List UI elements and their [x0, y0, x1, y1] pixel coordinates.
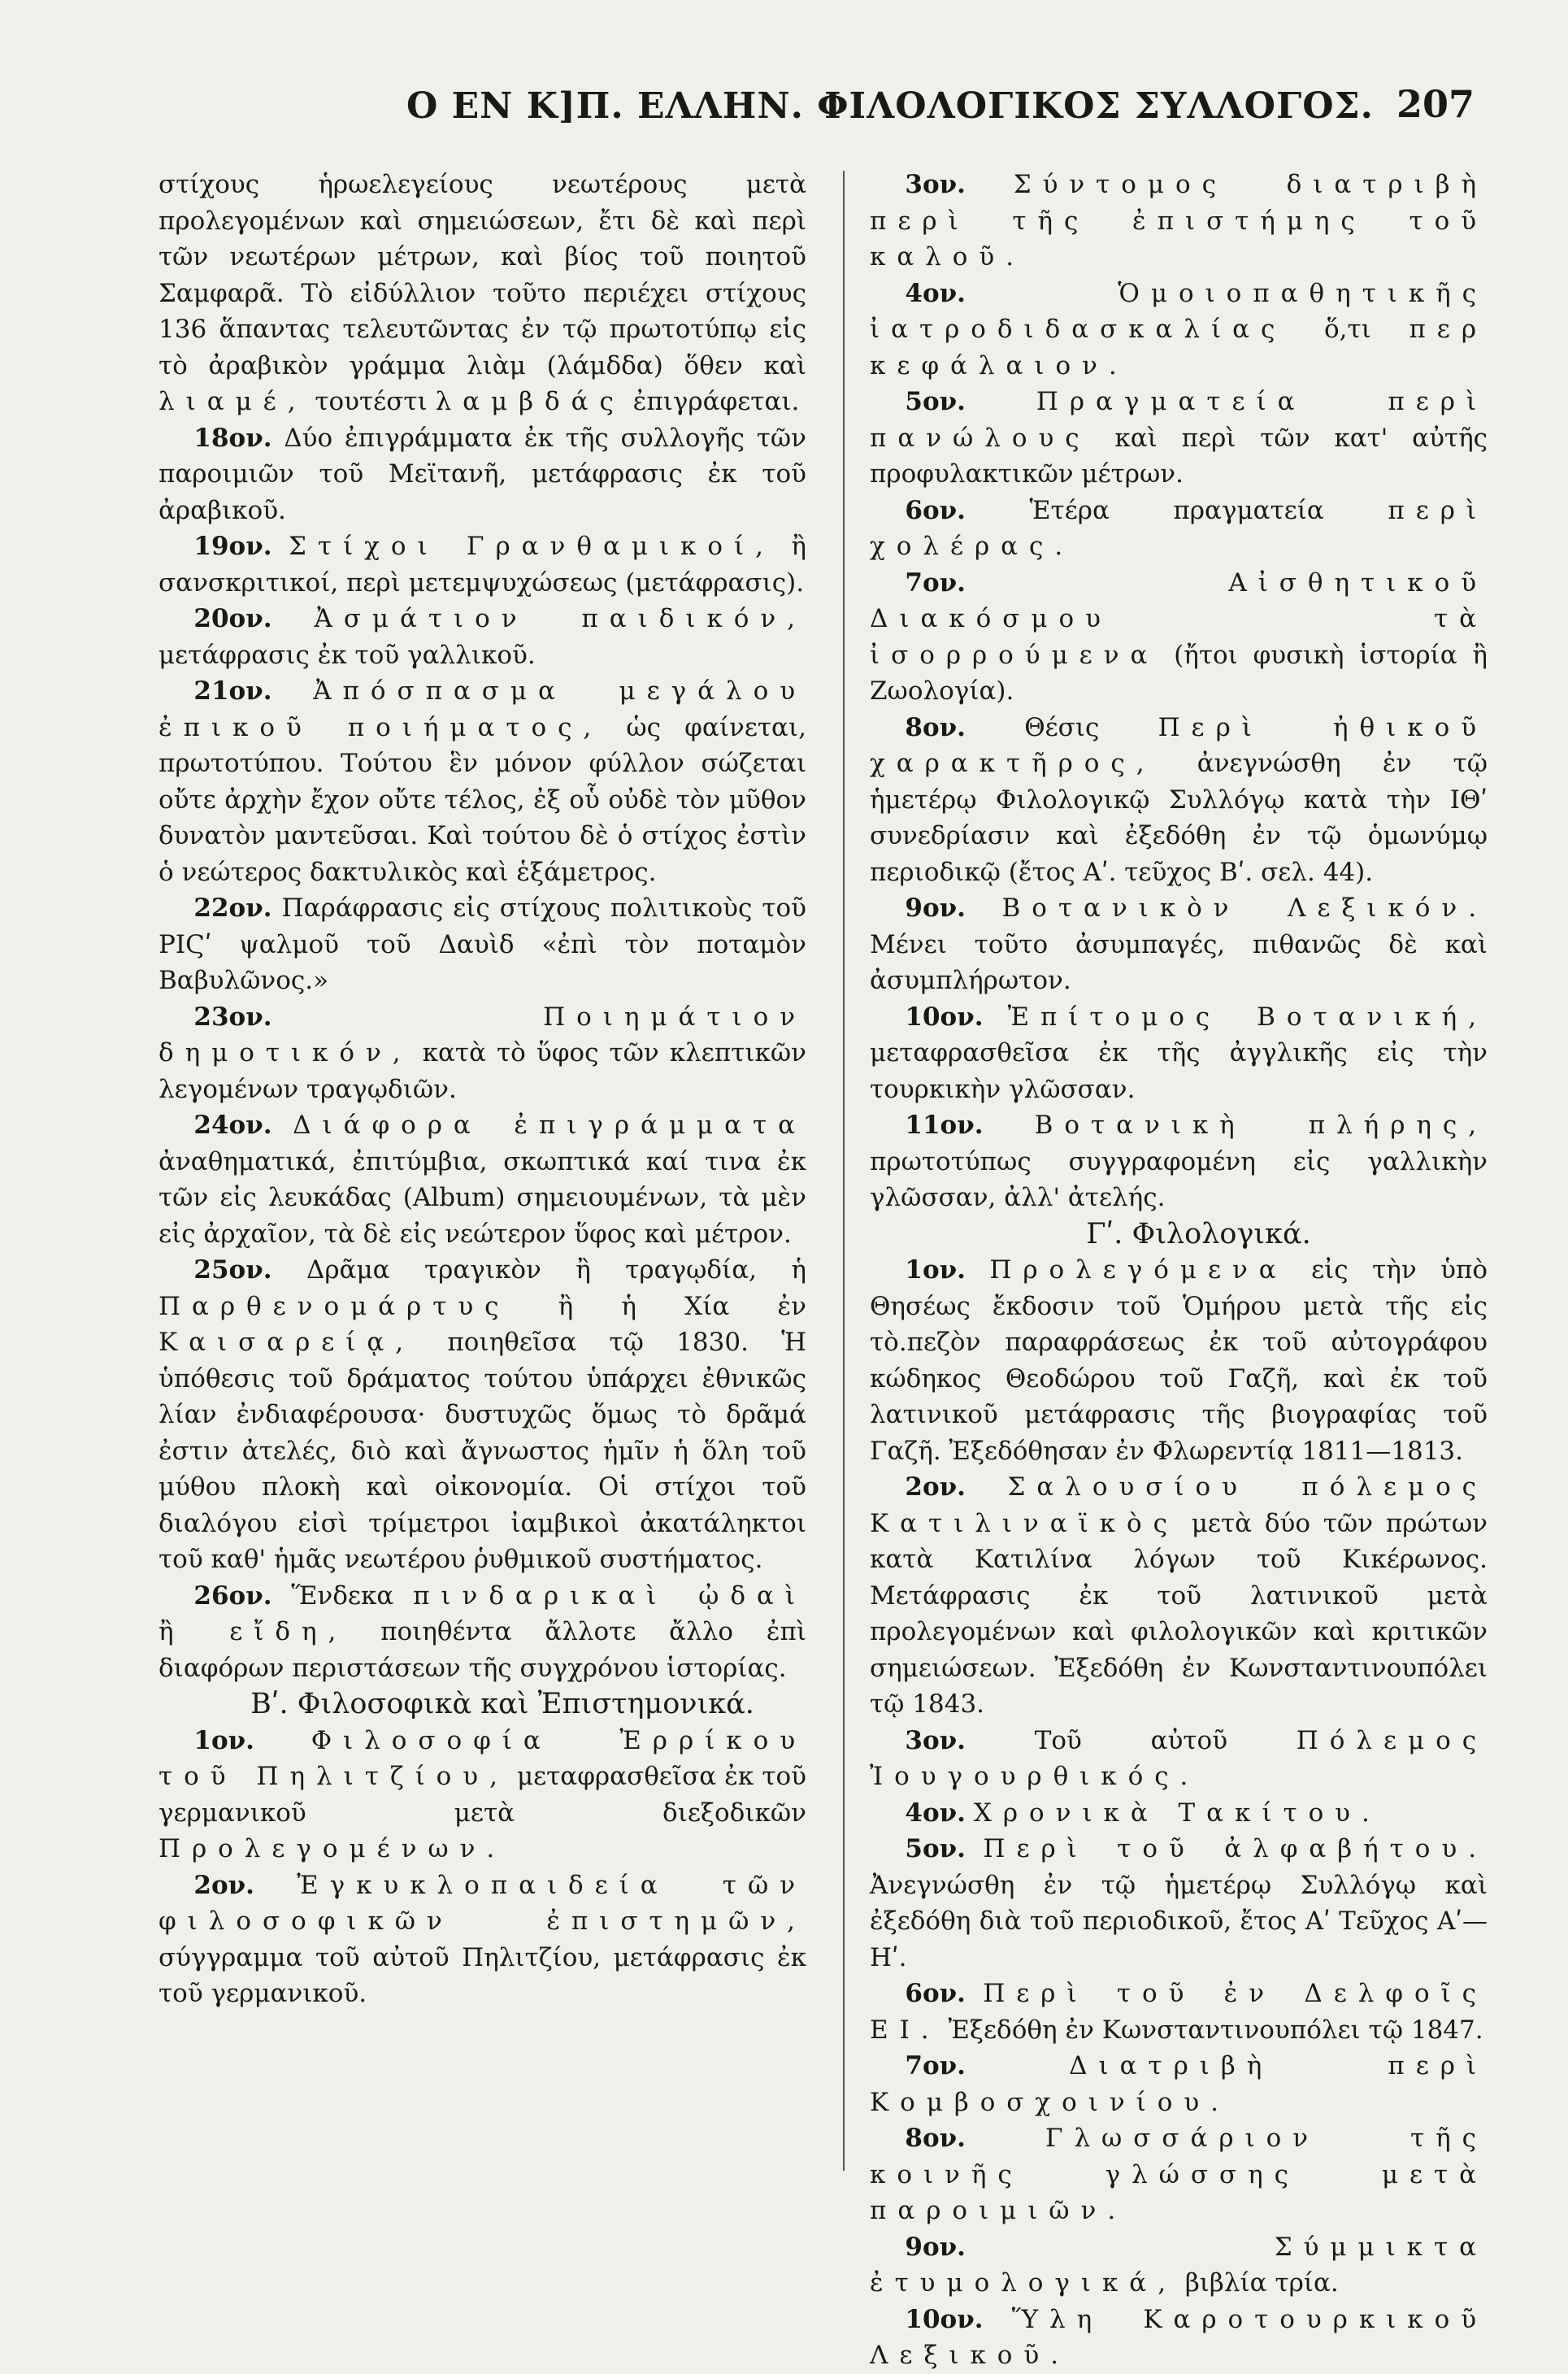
entry-c7	[870, 2048, 1488, 2120]
entry-number: 4ον.	[905, 278, 966, 308]
entry-text: μετὰ δύο τῶν πρώτων κατὰ Κατιλίνα λόγων τοῦ Κικέρωνος. Μετάφρασις ἐκ τοῦ λατινικοῦ μετὰ προλεγομένων καὶ φιλολογικῶν καὶ κριτικῶν σημειώσεων. Ἐξεδόθη ἐν Κωνσταντινουπόλει τῷ 1843.	[870, 1508, 1488, 1719]
entry-22	[159, 890, 806, 999]
entry-number: 5ον.	[905, 1834, 966, 1863]
entry-number: 26ον.	[193, 1580, 272, 1611]
entry-text: μεταφρασθεῖσα ἐκ τῆς ἀγγλικῆς εἰς τὴν τουρκικὴν γλῶσσαν.	[870, 1038, 1488, 1104]
entry-number: 18ον.	[193, 423, 272, 453]
entry-text: εἰς τὴν ὑπὸ Θησέως ἔκδοσιν τοῦ Ὁμήρου μετὰ τῆς εἰς τὸ.πεζὸν παραφράσεως ἐκ τοῦ αὐτογράφου κώδηκος Θεοδώρου τοῦ Γαζῆ, καὶ ἐκ τοῦ λατινικοῦ μετάφρασις τῆς βιογραφίας τοῦ Γαζῆ. Ἐξεδόθησαν ἐν Φλωρεντίᾳ 1811—1813.	[870, 1255, 1488, 1466]
entry-b9	[870, 890, 1488, 999]
entry-b10	[870, 999, 1488, 1108]
entry-text: Παράφρασις εἰς στίχους πολιτικοὺς τοῦ ΡΙϚʹ ψαλμοῦ τοῦ Δαυὶδ «ἐπὶ τὸν ποταμὸν Βαβυλῶνος.»	[159, 894, 806, 995]
entry-text: ἀναθηματικά, ἐπιτύμβια, σκωπτικά καί τινα ἐκ τῶν εἰς λευκάδας (Album) σημειουμένων, τὰ μὲν εἰς ἀρχαῖον, τὰ δὲ εἰς νεώτερον ὕφος καὶ μέτρον.	[159, 1146, 806, 1249]
entry-number: 22ον.	[193, 894, 272, 923]
entry-text: Ἑτέρα πραγματεία	[1029, 495, 1324, 525]
entry-title: Ὕλη Καροτουρκικοῦ Λεξικοῦ.	[870, 2304, 1488, 2370]
entry-number: 2ον.	[905, 1472, 966, 1502]
entry-title: πινδαρικαὶ ᾠδαὶ ἢ εἴδη,	[159, 1580, 806, 1646]
entry-b3	[870, 167, 1488, 276]
entry-title: Βοτανικὸν Λεξικόν.	[1001, 894, 1488, 923]
entry-number: 9ον.	[905, 894, 966, 923]
entry-c6	[870, 1976, 1488, 2048]
entry-title: Αἰσθητικοῦ Διακόσμου τὰ ἰσορρούμενα	[870, 567, 1488, 670]
running-title: Ο ΕΝ Κ]Π. ΕΛΛΗΝ. ΦΙΛΟΛΟΓΙΚΟΣ ΣΥΛΛΟΓΟΣ.	[406, 85, 1374, 127]
entry-text: ἢ ἡ Χία ἐν	[558, 1291, 806, 1321]
entry-c9	[870, 2229, 1488, 2302]
entry-26	[159, 1578, 806, 1687]
entry-title: Πόλεμος Ἰουγουρθικός.	[870, 1725, 1488, 1791]
entry-text: καὶ περὶ τῶν κατ' αὐτῆς προφυλακτικῶν μέτρων.	[870, 423, 1488, 489]
entry-number: 10ον.	[905, 2304, 984, 2334]
entry-title: Γλωσσάριον τῆς κοινῆς γλώσσης μετὰ παροιμιῶν.	[870, 2124, 1488, 2225]
entry-b8	[870, 710, 1488, 891]
entry-text: μετάφρασις ἐκ τοῦ γαλλικοῦ.	[159, 640, 536, 670]
entry-text: πρωτοτύπως συγγραφομένη εἰς γαλλικὴν γλῶσσαν, ἀλλ' ἀτελής.	[870, 1146, 1488, 1212]
entry-title: Διάφορα ἐπιγράμματα	[293, 1111, 807, 1140]
entry-c2	[870, 1469, 1488, 1723]
entry-title: Παρθενομάρτυς	[159, 1291, 510, 1321]
entry-title: Πραγματεία περὶ πανώλους	[870, 387, 1488, 453]
entry-b4	[870, 276, 1488, 385]
entry-number: 4ον.	[905, 1798, 966, 1828]
entry-title: Φιλοσοφία Ἐρρίκου τοῦ Πηλιτζίου,	[159, 1725, 806, 1791]
page-header	[0, 77, 1568, 150]
entry-18	[159, 420, 806, 529]
entry-text: ποιηθεῖσα τῷ 1830. Ἡ ὑπόθεσις τοῦ δράματος τούτου ὑπάρχει ἐθνικῶς λίαν ἐνδιαφέρουσα· δυστυχῶς ὅμως τὸ δρᾶμά ἐστιν ἀτελές, διὸ καὶ ἄγνωστος ἡμῖν ἡ ὅλη τοῦ μύθου πλοκὴ καὶ οἰκονομία. Οἱ στίχοι τοῦ διαλόγου εἰσὶ τρίμετροι ἰαμβικοὶ ἀκατάληκτοι τοῦ καθ' ἡμᾶς νεωτέρου ῥυθμικοῦ συστήματος.	[159, 1328, 806, 1574]
entry-number: 7ον.	[905, 2051, 966, 2081]
entry-title: Διατριβὴ περὶ Κομβοσχοινίου.	[870, 2051, 1488, 2117]
entry-c4	[870, 1795, 1488, 1832]
entry-c5	[870, 1831, 1488, 1976]
entry-number: 6ον.	[905, 495, 966, 525]
entry-text: σύγγραμμα τοῦ αὐτοῦ Πηλιτζίου, μετάφρασις ἐκ τοῦ γερμανικοῦ.	[159, 1942, 806, 2008]
entry-20	[159, 601, 806, 673]
entry-title: Σύντομος διατριβὴ περὶ τῆς ἐπιστήμης τοῦ καλοῦ.	[870, 170, 1488, 272]
entry-title: Στίχοι Γρανθαμικοί,	[289, 532, 775, 561]
entry-number: 24ον.	[193, 1111, 272, 1140]
entry-title: Ποιημάτιον δημοτικόν,	[159, 1002, 806, 1067]
entry-title: Ὁμοιοπαθητικῆς ἰατροδιδασκαλίας	[870, 278, 1488, 344]
entry-text: (ἤτοι φυσικὴ ἱστορία ἢ Ζωολογία).	[870, 640, 1488, 706]
entry-title: Χρονικὰ Τακίτου.	[973, 1798, 1381, 1828]
entry-number: 20ον.	[193, 604, 272, 633]
entry-c3	[870, 1723, 1488, 1795]
entry-text: Μένει τοῦτο ἀσυμπαγές, πιθανῶς δὲ καὶ ἀσυμπλήρωτον.	[870, 929, 1488, 995]
entry-text: Ἐξεδόθη ἐν Κωνσταντινουπόλει τῷ 1847.	[948, 2015, 1483, 2045]
entry-b6	[870, 493, 1488, 565]
entry-text: ποιηθέντα ἄλλοτε ἄλλο ἐπὶ διαφόρων περιστάσεων τῆς συγχρόνου ἱστορίας.	[159, 1617, 806, 1683]
entry-number: 6ον.	[905, 1979, 966, 2008]
entry-number: 9ον.	[905, 2232, 966, 2262]
entry-number: 8ον.	[905, 712, 966, 742]
entry-title: Ἐπίτομος Βοτανική,	[1007, 1002, 1488, 1032]
entry-title: περ κεφάλαιον.	[870, 315, 1488, 380]
entry-title: Ἀσμάτιον παιδικόν,	[314, 604, 807, 633]
entry-text: ἢ σανσκριτικοί, περὶ μετεμψυχώσεως (μετάφρασις).	[159, 532, 806, 598]
entry-c1	[870, 1252, 1488, 1469]
entry-title: Βοτανικὴ πλήρης,	[1034, 1111, 1488, 1140]
entry-number: 3ον.	[905, 1725, 966, 1755]
entry-number: 19ον.	[193, 532, 272, 561]
continued-entry	[159, 167, 806, 420]
entry-number: 11ον.	[905, 1111, 984, 1140]
entry-number: 2ον.	[193, 1870, 254, 1900]
entry-number: 5ον.	[905, 387, 966, 416]
entry-text: μεταφρασθεῖσα ἐκ τοῦ γερμανικοῦ μετὰ διεξοδικῶν	[159, 1762, 806, 1828]
entry-23	[159, 999, 806, 1108]
entry-number: 8ον.	[905, 2124, 966, 2153]
entry-text: ἐπιγράφεται.	[632, 387, 800, 416]
entry-text: ὅ,τι	[1323, 315, 1371, 344]
entry-c10	[870, 2302, 1488, 2374]
entry-text: Ἕνδεκα	[291, 1580, 394, 1611]
entry-title: περὶ χολέρας.	[870, 495, 1488, 561]
entry-text: Ἀνεγνώσθη ἐν τῷ ἡμετέρῳ Συλλόγῳ καὶ ἐξεδόθη διὰ τοῦ περιοδικοῦ, ἔτος Αʹ Τεῦχος Αʹ—Ηʹ.	[870, 1870, 1488, 1972]
entry-title: Ἐγκυκλοπαιδεία τῶν φιλοσοφικῶν ἐπιστημῶν,	[159, 1870, 806, 1936]
entry-title: Καισαρείᾳ,	[159, 1328, 415, 1357]
entry-number: 23ον.	[193, 1002, 272, 1032]
page-number: 207	[1396, 82, 1475, 126]
entry-number: 21ον.	[193, 676, 272, 706]
entry-number: 1ον.	[905, 1255, 966, 1285]
entry-title: Περὶ τοῦ ἐν Δελφοῖς ΕΙ.	[870, 1979, 1488, 2045]
entry-b7	[870, 565, 1488, 710]
entry-text: τουτέστι	[315, 387, 428, 416]
entry-text: Δρᾶμα τραγικὸν ἢ τραγῳδία, ἡ	[306, 1255, 806, 1285]
entry-title: Σαλουσίου πόλεμος Κατιλιναϊκὸς	[870, 1472, 1488, 1538]
entry-text: στίχους ἡρωελεγείους νεωτέρους μετὰ προλεγομένων καὶ σημειώσεων, ἔτι δὲ καὶ περὶ τῶν νεωτέρων μέτρων, καὶ βίος τοῦ ποιητοῦ Σαμφαρᾶ. Τὸ εἰδύλλιον τοῦτο περιέχει στίχους 136 ἅπαντας τελευτῶντας ἐν τῷ πρωτοτύπῳ εἰς τὸ ἀραβικὸν γράμμα λιὰμ (λάμδδα) ὅθεν καὶ	[159, 170, 806, 380]
column-divider	[843, 171, 845, 2171]
entry-text: Δύο ἐπιγράμματα ἐκ τῆς συλλογῆς τῶν παροιμιῶν τοῦ Μεϊτανῆ, μετάφρασις ἐκ τοῦ ἀραβικοῦ.	[159, 423, 807, 525]
entry-title: Προλεγόμενα	[989, 1255, 1288, 1285]
entry-title: Προλεγομένων.	[159, 1834, 506, 1863]
entry-number: 10ον.	[905, 1002, 984, 1032]
entry-21	[159, 673, 806, 890]
entry-b5	[870, 384, 1488, 493]
entry-number: 3ον.	[905, 170, 966, 199]
entry-title: Περὶ ἠθικοῦ χαρακτῆρος,	[870, 712, 1488, 778]
section-heading-b: Βʹ. Φιλοσοφικὰ καὶ Ἐπιστημονικά.	[250, 1688, 754, 1720]
entry-text: ἀνεγνώσθη ἐν τῷ ἡμετέρῳ Φιλολογικῷ Συλλόγῳ κατὰ τὴν ΙΘʹ συνεδρίασιν καὶ ἐξεδόθη ἐν τῷ ὁμωνύμῳ περιοδικῷ (ἔτος Αʹ. τεῦχος Βʹ. σελ. 44).	[870, 749, 1488, 887]
entry-text: Τοῦ αὐτοῦ	[1034, 1725, 1228, 1755]
entry-24	[159, 1107, 806, 1252]
right-column	[870, 167, 1488, 2374]
entry-text: Θέσις	[1024, 712, 1100, 742]
spaced-title: λιαμέ,	[159, 387, 307, 416]
entry-c8	[870, 2120, 1488, 2229]
entry-b1	[159, 1723, 806, 1867]
entry-title: Σύμμικτα ἐτυμολογικά,	[870, 2232, 1488, 2298]
entry-title: Ἀπόσπασμα μεγάλου ἐπικοῦ ποιήματος,	[159, 676, 806, 742]
entry-b2	[159, 1867, 806, 2012]
entry-text: ὡς φαίνεται, πρωτοτύπου. Τούτου ἓν μόνον φύλλον σώζεται οὔτε ἀρχὴν ἔχον οὔτε τέλος, ἐξ οὗ οὐδὲ τὸν μῦθον δυνατὸν μαντεῦσαι. Καὶ τούτου δὲ ὁ στίχος ἐστὶν ὁ νεώτερος δακτυλικὸς καὶ ἑξάμετρος.	[159, 712, 806, 887]
entry-25	[159, 1252, 806, 1578]
entry-number: 25ον.	[193, 1255, 272, 1285]
entry-text: βιβλία τρία.	[1184, 2268, 1339, 2298]
entry-number: 7ον.	[905, 567, 966, 598]
left-column	[159, 167, 806, 2012]
entry-title: Περὶ τοῦ ἀλφαβήτου.	[983, 1834, 1488, 1863]
section-heading-c: Γʹ. Φιλολογικά.	[1086, 1217, 1311, 1250]
entry-text: κατὰ τὸ ὕφος τῶν κλεπτικῶν λεγομένων τραγῳδιῶν.	[159, 1038, 807, 1104]
entry-b11	[870, 1107, 1488, 1216]
spaced-title: λαμβδάς	[435, 387, 625, 416]
entry-19	[159, 528, 806, 601]
entry-number: 1ον.	[193, 1725, 254, 1755]
